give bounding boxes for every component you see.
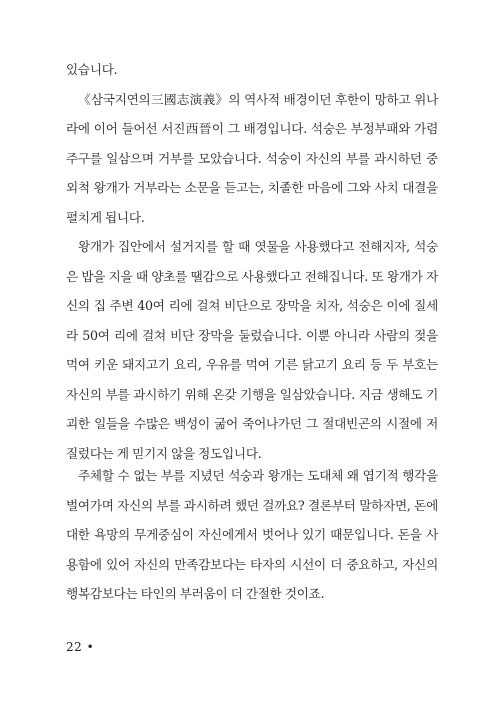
page-number: 22 •	[66, 640, 95, 654]
paragraph-background: 《삼국지연의三國志演義》의 역사적 배경이던 후한이 망하고 위나라에 이어 들어선 서진西晉이 그 배경입니다. 석숭은 부정부패와 가렴주구를 일삼으며 거부를 모았습니다. 석숭이 자신의 부를 과시하던 중 외척 왕개가 거부라는 소문을 듣고는, 치졸한 마음에 그와 사치 대결을 펼치게 됩니다.	[66, 91, 438, 225]
paragraph-luxury-contest: 왕개가 집안에서 설거지를 할 때 엿물을 사용했다고 전해지자, 석숭은 밥을 지을 때 양초를 땔감으로 사용했다고 전해집니다. 또 왕개가 자신의 집 주변 40여 리에 걸쳐 비단으로 장막을 치자, 석숭은 이에 질세라 50여 리에 걸쳐 비단 장막을 둘렀습니다. 이뿐 아니라 사람의 젖을 먹여 키운 돼지고기 요리, 우유를 먹여 기른 닭고기 요리 등 두 부호는 자신의 부를 과시하기 위해 온갖 기행을 일삼았습니다. 지금 생해도 기괴한 일들을 수많은 백성이 굶어 죽어나가던 그 절대빈곤의 시절에 저질렀다는 게 믿기지 않을 정도입니다.	[66, 239, 438, 461]
paragraph-conclusion: 주체할 수 없는 부를 지녔던 석숭과 왕개는 도대체 왜 엽기적 행각을 벌여가며 자신의 부를 과시하려 했던 걸까요? 결론부터 말하자면, 돈에 대한 욕망의 무게중심이 자신에게서 벗어나 있기 때문입니다. 돈을 사용함에 있어 자신의 만족감보다는 타자의 시선이 더 중요하고, 자신의 행복감보다는 타인의 부러움이 더 간절한 것이죠.	[66, 468, 438, 601]
carryover-line: 있습니다.	[66, 62, 118, 77]
section-two	[66, 461, 438, 609]
section-one	[66, 55, 438, 468]
